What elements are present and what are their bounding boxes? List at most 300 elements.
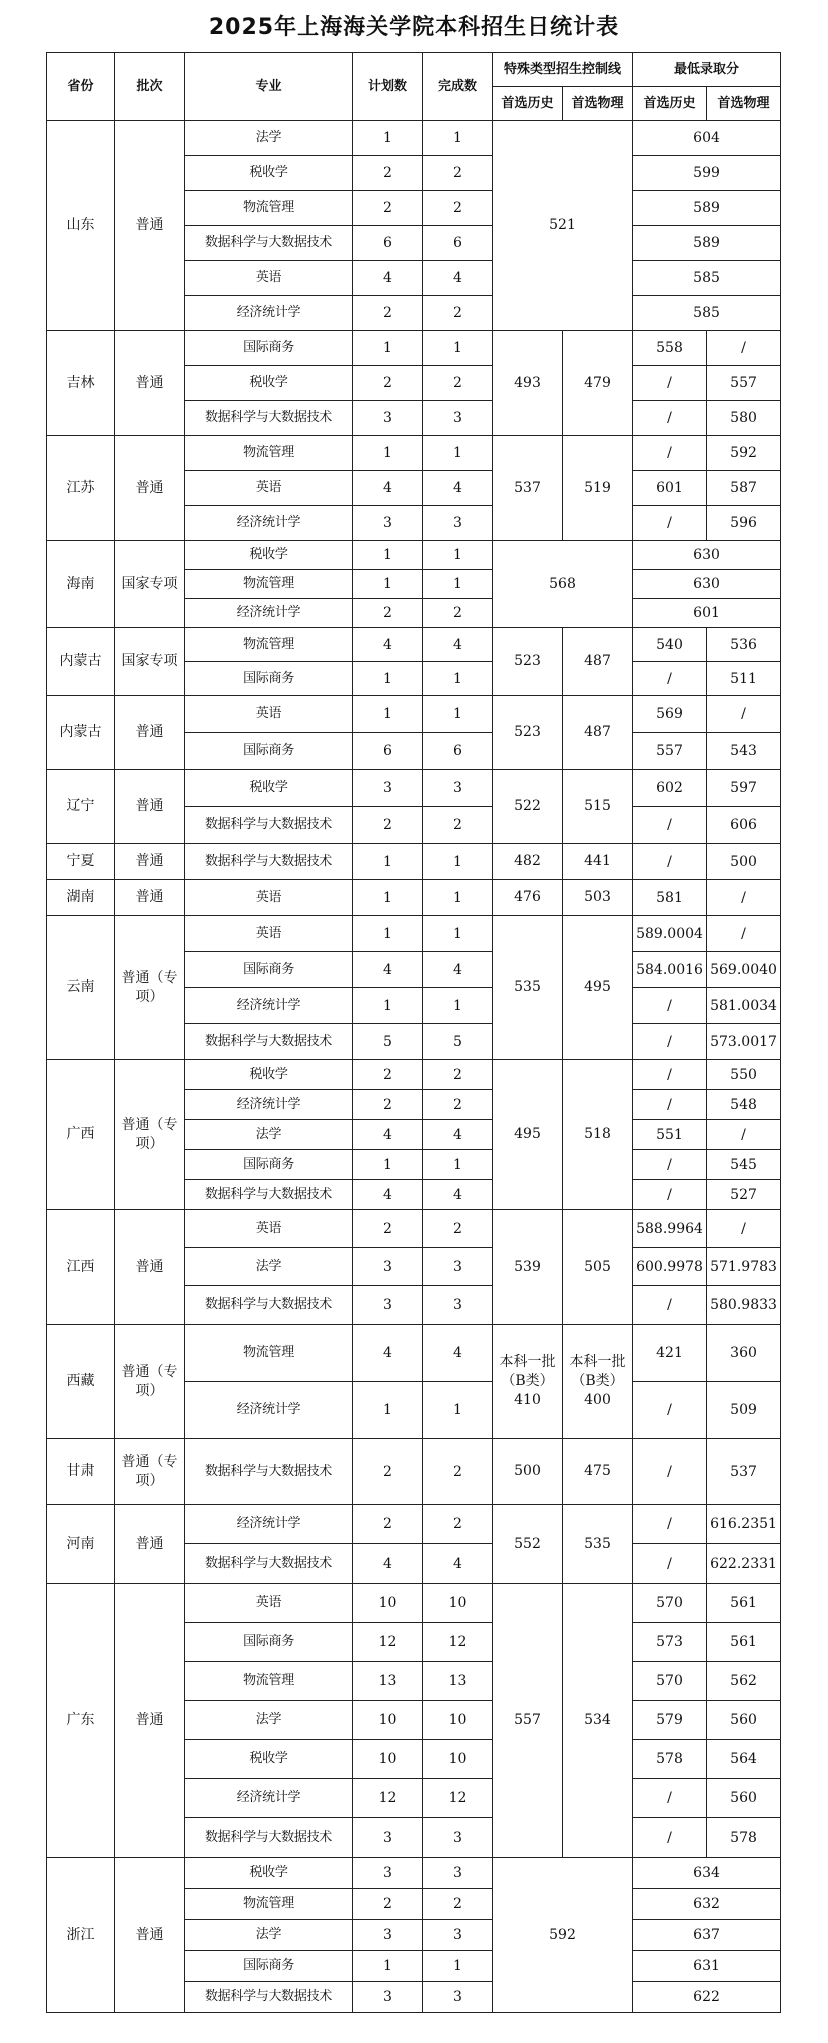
min-score-history-cell: /	[633, 1505, 707, 1544]
plan-count-cell: 3	[353, 1982, 423, 2013]
major-cell: 经济统计学	[185, 1090, 353, 1120]
done-count-cell: 3	[423, 1982, 493, 2013]
done-count-cell: 1	[423, 696, 493, 733]
done-count-cell: 2	[423, 156, 493, 191]
major-cell: 物流管理	[185, 1662, 353, 1701]
min-score-physics-cell: 573.0017	[707, 1024, 781, 1060]
done-count-cell: 1	[423, 570, 493, 599]
min-score-physics-cell: 606	[707, 807, 781, 844]
done-count-cell: 1	[423, 662, 493, 696]
plan-count-cell: 3	[353, 401, 423, 436]
plan-count-cell: 1	[353, 880, 423, 916]
major-cell: 国际商务	[185, 733, 353, 770]
plan-count-cell: 1	[353, 662, 423, 696]
min-score-history-cell: /	[633, 436, 707, 471]
min-score-physics-cell: 581.0034	[707, 988, 781, 1024]
min-score-history-cell: /	[633, 1779, 707, 1818]
plan-count-cell: 12	[353, 1623, 423, 1662]
done-count-cell: 12	[423, 1779, 493, 1818]
major-cell: 英语	[185, 1584, 353, 1623]
min-score-history-cell: /	[633, 1060, 707, 1090]
done-count-cell: 2	[423, 191, 493, 226]
batch-cell: 普通	[115, 844, 185, 880]
province-cell: 浙江	[47, 1858, 115, 2013]
major-cell: 数据科学与大数据技术	[185, 1439, 353, 1505]
major-cell: 税收学	[185, 156, 353, 191]
min-score-history-cell: 570	[633, 1584, 707, 1623]
plan-count-cell: 6	[353, 226, 423, 261]
major-cell: 物流管理	[185, 191, 353, 226]
table-row	[47, 1858, 781, 1889]
table-row	[47, 541, 781, 570]
plan-count-cell: 4	[353, 1180, 423, 1210]
page-title: 2025年上海海关学院本科招生日统计表	[208, 15, 620, 40]
done-count-cell: 2	[423, 1090, 493, 1120]
plan-count-cell: 1	[353, 541, 423, 570]
done-count-cell: 1	[423, 121, 493, 156]
batch-cell: 普通（专项）	[115, 916, 185, 1060]
done-count-cell: 3	[423, 1248, 493, 1286]
plan-count-cell: 1	[353, 696, 423, 733]
done-count-cell: 1	[423, 331, 493, 366]
control-line-history-cell: 495	[493, 1060, 563, 1210]
done-count-cell: 3	[423, 506, 493, 541]
plan-count-cell: 5	[353, 1024, 423, 1060]
control-line-cell: 521	[493, 121, 633, 331]
table-row	[47, 1439, 781, 1505]
plan-count-cell: 1	[353, 988, 423, 1024]
major-cell: 物流管理	[185, 628, 353, 662]
done-count-cell: 3	[423, 770, 493, 807]
major-cell: 国际商务	[185, 331, 353, 366]
done-count-cell: 2	[423, 296, 493, 331]
major-cell: 经济统计学	[185, 599, 353, 628]
done-count-cell: 4	[423, 952, 493, 988]
done-count-cell: 2	[423, 1505, 493, 1544]
control-line-cell: 592	[493, 1858, 633, 2013]
plan-count-cell: 3	[353, 1858, 423, 1889]
plan-count-cell: 2	[353, 1210, 423, 1248]
plan-count-cell: 2	[353, 807, 423, 844]
major-cell: 税收学	[185, 366, 353, 401]
plan-count-cell: 3	[353, 1248, 423, 1286]
province-cell: 内蒙古	[47, 628, 115, 696]
major-cell: 英语	[185, 471, 353, 506]
min-score-history-cell: /	[633, 1818, 707, 1858]
province-cell: 云南	[47, 916, 115, 1060]
done-count-cell: 1	[423, 436, 493, 471]
min-score-history-cell: /	[633, 988, 707, 1024]
done-count-cell: 4	[423, 1120, 493, 1150]
major-cell: 英语	[185, 1210, 353, 1248]
min-score-history-cell: 540	[633, 628, 707, 662]
min-score-physics-cell: 597	[707, 770, 781, 807]
done-count-cell: 2	[423, 807, 493, 844]
major-cell: 英语	[185, 916, 353, 952]
plan-count-cell: 2	[353, 1889, 423, 1920]
min-score-history-cell: 573	[633, 1623, 707, 1662]
control-line-history-cell: 523	[493, 696, 563, 770]
major-cell: 数据科学与大数据技术	[185, 226, 353, 261]
min-score-physics-cell: 580	[707, 401, 781, 436]
plan-count-cell: 4	[353, 1120, 423, 1150]
header-done: 完成数	[423, 53, 493, 121]
min-score-cell: 599	[633, 156, 781, 191]
major-cell: 法学	[185, 1120, 353, 1150]
min-score-physics-cell: 543	[707, 733, 781, 770]
min-score-physics-cell: 592	[707, 436, 781, 471]
control-line-cell: 568	[493, 541, 633, 628]
control-line-physics-cell: 505	[563, 1210, 633, 1325]
batch-cell: 普通	[115, 436, 185, 541]
min-score-physics-cell: 562	[707, 1662, 781, 1701]
control-line-physics-cell: 535	[563, 1505, 633, 1584]
done-count-cell: 4	[423, 1325, 493, 1382]
major-cell: 数据科学与大数据技术	[185, 1982, 353, 2013]
header-control-history: 首选历史	[493, 87, 563, 121]
province-cell: 河南	[47, 1505, 115, 1584]
header-batch: 批次	[115, 53, 185, 121]
done-count-cell: 5	[423, 1024, 493, 1060]
min-score-physics-cell: 596	[707, 506, 781, 541]
major-cell: 英语	[185, 261, 353, 296]
done-count-cell: 6	[423, 733, 493, 770]
table-row	[47, 696, 781, 733]
min-score-history-cell: /	[633, 1150, 707, 1180]
control-line-physics-cell: 518	[563, 1060, 633, 1210]
min-score-physics-cell: 561	[707, 1584, 781, 1623]
min-score-physics-cell: /	[707, 696, 781, 733]
plan-count-cell: 3	[353, 1920, 423, 1951]
min-score-physics-cell: 527	[707, 1180, 781, 1210]
control-line-history-cell: 本科一批（B类）410	[493, 1325, 563, 1439]
table-row	[47, 331, 781, 366]
done-count-cell: 3	[423, 1818, 493, 1858]
min-score-cell: 589	[633, 191, 781, 226]
min-score-history-cell: /	[633, 1382, 707, 1439]
plan-count-cell: 1	[353, 916, 423, 952]
min-score-history-cell: 569	[633, 696, 707, 733]
table-row	[47, 1325, 781, 1382]
min-score-physics-cell: /	[707, 331, 781, 366]
major-cell: 国际商务	[185, 1150, 353, 1180]
plan-count-cell: 3	[353, 770, 423, 807]
batch-cell: 普通	[115, 1858, 185, 2013]
control-line-physics-cell: 487	[563, 696, 633, 770]
control-line-physics-cell: 475	[563, 1439, 633, 1505]
control-line-physics-cell: 441	[563, 844, 633, 880]
header-major: 专业	[185, 53, 353, 121]
done-count-cell: 3	[423, 1858, 493, 1889]
min-score-history-cell: /	[633, 401, 707, 436]
batch-cell: 普通（专项）	[115, 1439, 185, 1505]
major-cell: 税收学	[185, 1858, 353, 1889]
min-score-history-cell: 558	[633, 331, 707, 366]
min-score-physics-cell: 571.9783	[707, 1248, 781, 1286]
control-line-history-cell: 535	[493, 916, 563, 1060]
major-cell: 税收学	[185, 541, 353, 570]
major-cell: 数据科学与大数据技术	[185, 1024, 353, 1060]
min-score-history-cell: 570	[633, 1662, 707, 1701]
min-score-history-cell: 579	[633, 1701, 707, 1740]
table-row	[47, 770, 781, 807]
control-line-physics-cell: 479	[563, 331, 633, 436]
min-score-history-cell: 578	[633, 1740, 707, 1779]
table-row	[47, 628, 781, 662]
batch-cell: 普通	[115, 880, 185, 916]
plan-count-cell: 3	[353, 506, 423, 541]
min-score-history-cell: 600.9978	[633, 1248, 707, 1286]
major-cell: 数据科学与大数据技术	[185, 1180, 353, 1210]
min-score-history-cell: /	[633, 366, 707, 401]
major-cell: 税收学	[185, 1060, 353, 1090]
min-score-history-cell: /	[633, 1024, 707, 1060]
header-plan: 计划数	[353, 53, 423, 121]
major-cell: 经济统计学	[185, 1779, 353, 1818]
province-cell: 江苏	[47, 436, 115, 541]
table-row	[47, 1210, 781, 1248]
min-score-history-cell: 584.0016	[633, 952, 707, 988]
batch-cell: 普通（专项）	[115, 1325, 185, 1439]
batch-cell: 国家专项	[115, 628, 185, 696]
plan-count-cell: 1	[353, 331, 423, 366]
min-score-cell: 631	[633, 1951, 781, 1982]
plan-count-cell: 2	[353, 1439, 423, 1505]
control-line-history-cell: 522	[493, 770, 563, 844]
table-row	[47, 844, 781, 880]
plan-count-cell: 4	[353, 261, 423, 296]
min-score-history-cell: /	[633, 1286, 707, 1325]
plan-count-cell: 4	[353, 471, 423, 506]
done-count-cell: 13	[423, 1662, 493, 1701]
province-cell: 广东	[47, 1584, 115, 1858]
min-score-physics-cell: 509	[707, 1382, 781, 1439]
major-cell: 税收学	[185, 770, 353, 807]
min-score-history-cell: /	[633, 844, 707, 880]
plan-count-cell: 4	[353, 628, 423, 662]
min-score-physics-cell: 560	[707, 1779, 781, 1818]
admission-table-container	[46, 52, 781, 2013]
plan-count-cell: 10	[353, 1584, 423, 1623]
plan-count-cell: 1	[353, 570, 423, 599]
header-control-line: 特殊类型招生控制线	[493, 53, 633, 87]
min-score-cell: 632	[633, 1889, 781, 1920]
plan-count-cell: 1	[353, 1150, 423, 1180]
header-province: 省份	[47, 53, 115, 121]
done-count-cell: 2	[423, 366, 493, 401]
min-score-physics-cell: /	[707, 1120, 781, 1150]
batch-cell: 国家专项	[115, 541, 185, 628]
batch-cell: 普通	[115, 696, 185, 770]
min-score-cell: 585	[633, 296, 781, 331]
done-count-cell: 10	[423, 1584, 493, 1623]
province-cell: 辽宁	[47, 770, 115, 844]
major-cell: 数据科学与大数据技术	[185, 1286, 353, 1325]
header-score-history: 首选历史	[633, 87, 707, 121]
min-score-cell: 630	[633, 570, 781, 599]
min-score-cell: 604	[633, 121, 781, 156]
control-line-physics-cell: 503	[563, 880, 633, 916]
table-row	[47, 121, 781, 156]
control-line-physics-cell: 487	[563, 628, 633, 696]
min-score-physics-cell: 569.0040	[707, 952, 781, 988]
done-count-cell: 2	[423, 1889, 493, 1920]
batch-cell: 普通	[115, 1505, 185, 1584]
major-cell: 国际商务	[185, 1623, 353, 1662]
done-count-cell: 4	[423, 1180, 493, 1210]
min-score-history-cell: /	[633, 1090, 707, 1120]
min-score-cell: 589	[633, 226, 781, 261]
done-count-cell: 1	[423, 844, 493, 880]
done-count-cell: 6	[423, 226, 493, 261]
batch-cell: 普通	[115, 331, 185, 436]
plan-count-cell: 1	[353, 121, 423, 156]
done-count-cell: 10	[423, 1701, 493, 1740]
control-line-history-cell: 539	[493, 1210, 563, 1325]
major-cell: 数据科学与大数据技术	[185, 1544, 353, 1584]
major-cell: 国际商务	[185, 1951, 353, 1982]
table-row	[47, 1505, 781, 1544]
min-score-history-cell: /	[633, 807, 707, 844]
min-score-history-cell: 551	[633, 1120, 707, 1150]
batch-cell: 普通	[115, 1210, 185, 1325]
table-body	[47, 121, 781, 2013]
major-cell: 国际商务	[185, 662, 353, 696]
table-row	[47, 880, 781, 916]
min-score-physics-cell: 561	[707, 1623, 781, 1662]
major-cell: 经济统计学	[185, 296, 353, 331]
min-score-cell: 601	[633, 599, 781, 628]
major-cell: 数据科学与大数据技术	[185, 1818, 353, 1858]
min-score-cell: 634	[633, 1858, 781, 1889]
min-score-physics-cell: 548	[707, 1090, 781, 1120]
min-score-history-cell: /	[633, 662, 707, 696]
control-line-history-cell: 552	[493, 1505, 563, 1584]
min-score-physics-cell: 580.9833	[707, 1286, 781, 1325]
plan-count-cell: 2	[353, 191, 423, 226]
plan-count-cell: 2	[353, 1060, 423, 1090]
major-cell: 法学	[185, 1920, 353, 1951]
min-score-history-cell: /	[633, 1439, 707, 1505]
table-header	[47, 53, 781, 121]
min-score-physics-cell: 550	[707, 1060, 781, 1090]
header-control-physics: 首选物理	[563, 87, 633, 121]
min-score-physics-cell: 578	[707, 1818, 781, 1858]
major-cell: 经济统计学	[185, 506, 353, 541]
plan-count-cell: 2	[353, 1505, 423, 1544]
major-cell: 数据科学与大数据技术	[185, 844, 353, 880]
major-cell: 国际商务	[185, 952, 353, 988]
province-cell: 海南	[47, 541, 115, 628]
done-count-cell: 2	[423, 599, 493, 628]
batch-cell: 普通	[115, 1584, 185, 1858]
done-count-cell: 4	[423, 261, 493, 296]
control-line-history-cell: 493	[493, 331, 563, 436]
done-count-cell: 10	[423, 1740, 493, 1779]
min-score-history-cell: 588.9964	[633, 1210, 707, 1248]
major-cell: 物流管理	[185, 436, 353, 471]
done-count-cell: 2	[423, 1060, 493, 1090]
major-cell: 数据科学与大数据技术	[185, 401, 353, 436]
province-cell: 西藏	[47, 1325, 115, 1439]
plan-count-cell: 13	[353, 1662, 423, 1701]
header-min-score: 最低录取分	[633, 53, 781, 87]
plan-count-cell: 4	[353, 1544, 423, 1584]
min-score-physics-cell: /	[707, 916, 781, 952]
plan-count-cell: 1	[353, 1951, 423, 1982]
min-score-cell: 637	[633, 1920, 781, 1951]
min-score-physics-cell: 511	[707, 662, 781, 696]
major-cell: 经济统计学	[185, 1382, 353, 1439]
control-line-history-cell: 476	[493, 880, 563, 916]
table-row	[47, 916, 781, 952]
admission-statistics-table	[46, 52, 781, 2013]
done-count-cell: 4	[423, 1544, 493, 1584]
min-score-history-cell: /	[633, 1544, 707, 1584]
plan-count-cell: 2	[353, 296, 423, 331]
batch-cell: 普通（专项）	[115, 1060, 185, 1210]
plan-count-cell: 2	[353, 366, 423, 401]
min-score-cell: 585	[633, 261, 781, 296]
plan-count-cell: 2	[353, 156, 423, 191]
major-cell: 法学	[185, 121, 353, 156]
plan-count-cell: 4	[353, 1325, 423, 1382]
min-score-history-cell: 601	[633, 471, 707, 506]
done-count-cell: 2	[423, 1439, 493, 1505]
done-count-cell: 3	[423, 1920, 493, 1951]
control-line-physics-cell: 519	[563, 436, 633, 541]
done-count-cell: 1	[423, 1382, 493, 1439]
done-count-cell: 12	[423, 1623, 493, 1662]
plan-count-cell: 2	[353, 599, 423, 628]
min-score-physics-cell: 564	[707, 1740, 781, 1779]
control-line-physics-cell: 本科一批（B类）400	[563, 1325, 633, 1439]
min-score-physics-cell: 500	[707, 844, 781, 880]
control-line-history-cell: 500	[493, 1439, 563, 1505]
header-score-physics: 首选物理	[707, 87, 781, 121]
min-score-history-cell: /	[633, 1180, 707, 1210]
min-score-history-cell: /	[633, 506, 707, 541]
province-cell: 甘肃	[47, 1439, 115, 1505]
table-row	[47, 436, 781, 471]
plan-count-cell: 10	[353, 1740, 423, 1779]
min-score-history-cell: 581	[633, 880, 707, 916]
min-score-physics-cell: 587	[707, 471, 781, 506]
min-score-history-cell: 421	[633, 1325, 707, 1382]
control-line-history-cell: 482	[493, 844, 563, 880]
done-count-cell: 1	[423, 880, 493, 916]
min-score-physics-cell: 537	[707, 1439, 781, 1505]
major-cell: 法学	[185, 1701, 353, 1740]
major-cell: 法学	[185, 1248, 353, 1286]
min-score-physics-cell: 360	[707, 1325, 781, 1382]
control-line-history-cell: 537	[493, 436, 563, 541]
province-cell: 内蒙古	[47, 696, 115, 770]
min-score-physics-cell: 616.2351	[707, 1505, 781, 1544]
province-cell: 吉林	[47, 331, 115, 436]
min-score-physics-cell: /	[707, 880, 781, 916]
done-count-cell: 1	[423, 988, 493, 1024]
min-score-physics-cell: 622.2331	[707, 1544, 781, 1584]
major-cell: 经济统计学	[185, 1505, 353, 1544]
plan-count-cell: 1	[353, 844, 423, 880]
major-cell: 税收学	[185, 1740, 353, 1779]
plan-count-cell: 10	[353, 1701, 423, 1740]
min-score-physics-cell: 557	[707, 366, 781, 401]
done-count-cell: 4	[423, 628, 493, 662]
table-row	[47, 1584, 781, 1623]
plan-count-cell: 3	[353, 1286, 423, 1325]
